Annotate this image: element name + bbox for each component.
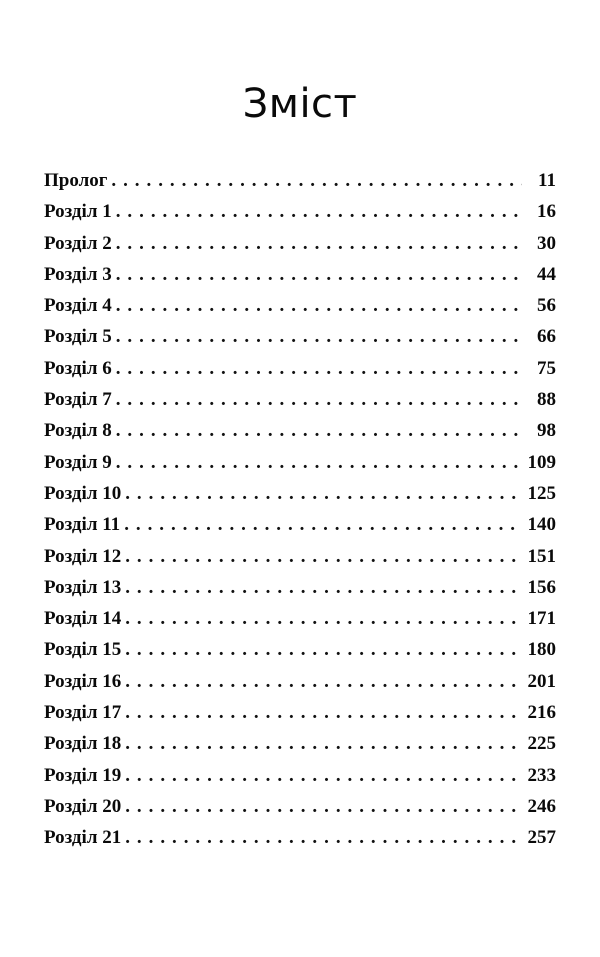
- toc-entry-chapter-10: [44, 483, 556, 514]
- toc-entry-chapter-14: [44, 608, 556, 639]
- toc-entry-chapter-2: [44, 233, 556, 264]
- toc-entry-chapter-17: [44, 702, 556, 733]
- toc-entry-chapter-4: [44, 295, 556, 326]
- dot-leader: [125, 702, 521, 724]
- toc-entry-chapter-1: [44, 201, 556, 232]
- toc-entry-page: 109: [527, 451, 556, 473]
- toc-entry-page: 180: [527, 639, 556, 661]
- dot-leader: [124, 514, 521, 536]
- dot-leader: [125, 608, 521, 630]
- toc-entry-chapter-9: [44, 452, 556, 483]
- toc-entry-label: Розділ 15: [44, 639, 122, 661]
- table-of-contents: [44, 170, 556, 859]
- toc-entry-label: Розділ 8: [44, 420, 112, 442]
- toc-entry-page: 257: [527, 827, 556, 849]
- toc-entry-page: 11: [538, 170, 556, 191]
- dot-leader: [116, 358, 522, 380]
- toc-entry-page: 125: [527, 482, 556, 504]
- dot-leader: [125, 546, 521, 568]
- dot-leader: [125, 827, 521, 849]
- toc-entry-label: Пролог: [44, 170, 108, 191]
- toc-entry-page: 233: [527, 764, 556, 786]
- toc-entry-chapter-12: [44, 546, 556, 577]
- toc-entry-label: Розділ 10: [44, 482, 122, 504]
- toc-entry-page: 201: [527, 670, 556, 692]
- dot-leader: [125, 483, 521, 505]
- toc-entry-page: 246: [527, 795, 556, 817]
- toc-entry-chapter-3: [44, 264, 556, 295]
- dot-leader: [125, 639, 521, 661]
- toc-entry-page: 140: [527, 514, 556, 536]
- toc-entry-label: Розділ 16: [44, 670, 122, 692]
- page-title: Зміст: [242, 81, 358, 127]
- toc-entry-page: 88: [537, 389, 556, 411]
- toc-entry-label: Розділ 5: [44, 326, 112, 348]
- dot-leader: [116, 452, 522, 474]
- toc-entry-label: Розділ 4: [44, 295, 112, 317]
- toc-entry-label: Розділ 6: [44, 357, 112, 379]
- toc-entry-page: 56: [537, 295, 556, 317]
- dot-leader: [125, 765, 521, 787]
- toc-entry-chapter-7: [44, 389, 556, 420]
- toc-entry-label: Розділ 18: [44, 733, 122, 755]
- toc-entry-prologue: [44, 170, 556, 201]
- toc-entry-label: Розділ 14: [44, 608, 122, 630]
- dot-leader: [116, 264, 522, 286]
- dot-leader: [125, 671, 521, 693]
- toc-entry-label: Розділ 1: [44, 201, 112, 223]
- toc-entry-page: 225: [527, 733, 556, 755]
- toc-entry-page: 16: [537, 201, 556, 223]
- toc-entry-page: 216: [527, 702, 556, 724]
- toc-entry-page: 66: [537, 326, 556, 348]
- toc-entry-page: 98: [537, 420, 556, 442]
- toc-entry-label: Розділ 12: [44, 545, 122, 567]
- dot-leader: [116, 201, 522, 223]
- toc-entry-chapter-20: [44, 796, 556, 827]
- dot-leader: [125, 733, 521, 755]
- toc-entry-label: Розділ 21: [44, 827, 122, 849]
- toc-entry-label: Розділ 20: [44, 795, 122, 817]
- toc-entry-page: 151: [527, 545, 556, 567]
- toc-entry-page: 156: [527, 576, 556, 598]
- toc-entry-page: 30: [537, 232, 556, 254]
- dot-leader: [116, 233, 522, 255]
- toc-entry-chapter-16: [44, 671, 556, 702]
- toc-entry-chapter-21: [44, 827, 556, 858]
- dot-leader: [116, 295, 522, 317]
- toc-entry-label: Розділ 13: [44, 576, 122, 598]
- dot-leader: [116, 326, 522, 348]
- toc-entry-page: 75: [537, 357, 556, 379]
- toc-entry-chapter-19: [44, 765, 556, 796]
- dot-leader: [116, 420, 522, 442]
- toc-entry-chapter-8: [44, 420, 556, 451]
- toc-entry-chapter-18: [44, 733, 556, 764]
- toc-entry-label: Розділ 11: [44, 514, 121, 536]
- dot-leader: [125, 796, 521, 818]
- toc-entry-chapter-11: [44, 514, 556, 545]
- dot-leader: [111, 170, 522, 192]
- toc-entry-chapter-13: [44, 577, 556, 608]
- toc-entry-chapter-15: [44, 639, 556, 670]
- toc-entry-label: Розділ 3: [44, 263, 112, 285]
- dot-leader: [125, 577, 521, 599]
- toc-entry-label: Розділ 2: [44, 232, 112, 254]
- toc-entry-chapter-6: [44, 358, 556, 389]
- dot-leader: [116, 389, 522, 411]
- toc-entry-label: Розділ 19: [44, 764, 122, 786]
- toc-entry-page: 171: [527, 608, 556, 630]
- toc-entry-label: Розділ 7: [44, 389, 112, 411]
- toc-entry-page: 44: [537, 263, 556, 285]
- toc-entry-chapter-5: [44, 326, 556, 357]
- toc-entry-label: Розділ 9: [44, 451, 112, 473]
- toc-entry-label: Розділ 17: [44, 702, 122, 724]
